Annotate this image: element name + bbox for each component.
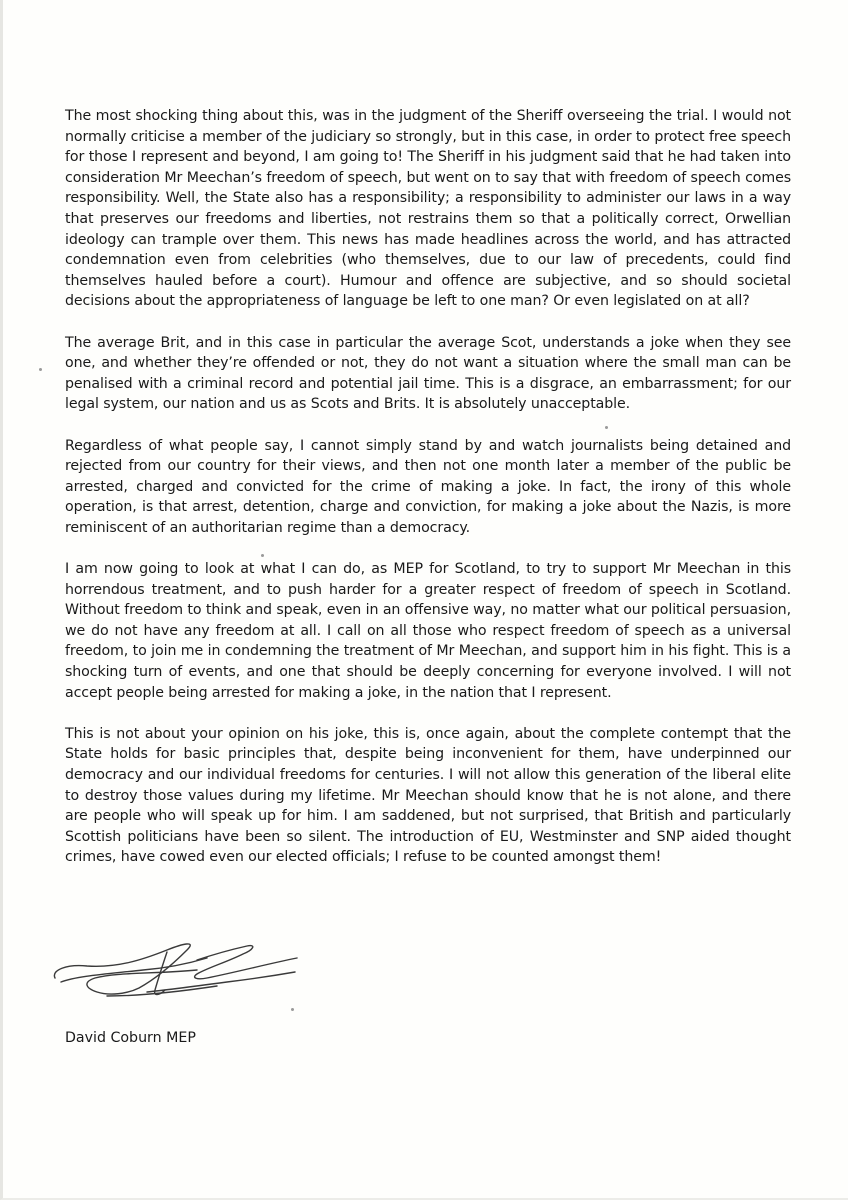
signer-name: David Coburn MEP <box>65 1030 196 1046</box>
paragraph-1: The most shocking thing about this, was in the judgment of the Sheriff overseeing the trial. I would not normally criticise a member of the judiciary so strongly, but in this case, in order to protect free speech for those I represent and beyond, I am going to! The Sheriff in his judgment said that he had taken into consideration Mr Meechan’s freedom of speech, but went on to say that with freedom of speech comes responsibility. Well, the State also has a responsibility; a responsibility to administer our laws in a way that preserves our freedoms and liberties, not restrains them so that a politically correct, Orwellian ideology can trample over them. This news has made headlines across the world, and has attracted condemnation even from celebrities (who themselves, due to our law of precedents, could find themselves hauled before a court). Humour and offence are subjective, and so should societal decisions about the appropriateness of language be left to one man? Or even legislated on at all? <box>65 108 791 310</box>
paper-speck <box>39 368 42 371</box>
paper-speck <box>291 1008 294 1011</box>
letter-body <box>65 106 791 889</box>
paragraph-4: I am now going to look at what I can do, as MEP for Scotland, to try to support Mr Meechan in this horrendous treatment, and to push harder for a greater respect of freedom of speech in Scotland. Without freedom to think and speak, even in an offensive way, no matter what our political persuasion, we do not have any freedom at all. I call on all those who respect freedom of speech as a universal freedom, to join me in condemning the treatment of Mr Meechan, and support him in his fight. This is a shocking turn of events, and one that should be deeply concerning for everyone involved. I will not accept people being arrested for making a joke, in the nation that I represent. <box>65 561 791 701</box>
handwritten-signature <box>47 930 317 1010</box>
paragraph-5: This is not about your opinion on his joke, this is, once again, about the complete contempt that the State holds for basic principles that, despite being inconvenient for them, have underpinned our democracy and our individual freedoms for centuries. I will not allow this generation of the liberal elite to destroy those values during my lifetime. Mr Meechan should know that he is not alone, and there are people who will speak up for him. I am saddened, but not surprised, that British and particularly Scottish politicians have been so silent. The introduction of EU, Westminster and SNP aided thought crimes, have cowed even our elected officials; I refuse to be counted amongst them! <box>65 725 791 866</box>
paragraph-2: The average Brit, and in this case in particular the average Scot, understands a joke when they see one, and whether they’re offended or not, they do not want a situation where the small man can be penalised with a criminal record and potential jail time. This is a disgrace, an embarrassment; for our legal system, our nation and us as Scots and Brits. It is absolutely unacceptable. <box>65 334 791 413</box>
paragraph-3: Regardless of what people say, I cannot simply stand by and watch journalists being detained and rejected from our country for their views, and then not one month later a member of the public be arrested, charged and convicted for the crime of making a joke. In fact, the irony of this whole operation, is that arrest, detention, charge and conviction, for making a joke about the Nazis, is more reminiscent of an authoritarian regime than a democracy. <box>65 437 791 536</box>
paper-speck <box>605 426 608 429</box>
paper-speck <box>261 554 264 557</box>
